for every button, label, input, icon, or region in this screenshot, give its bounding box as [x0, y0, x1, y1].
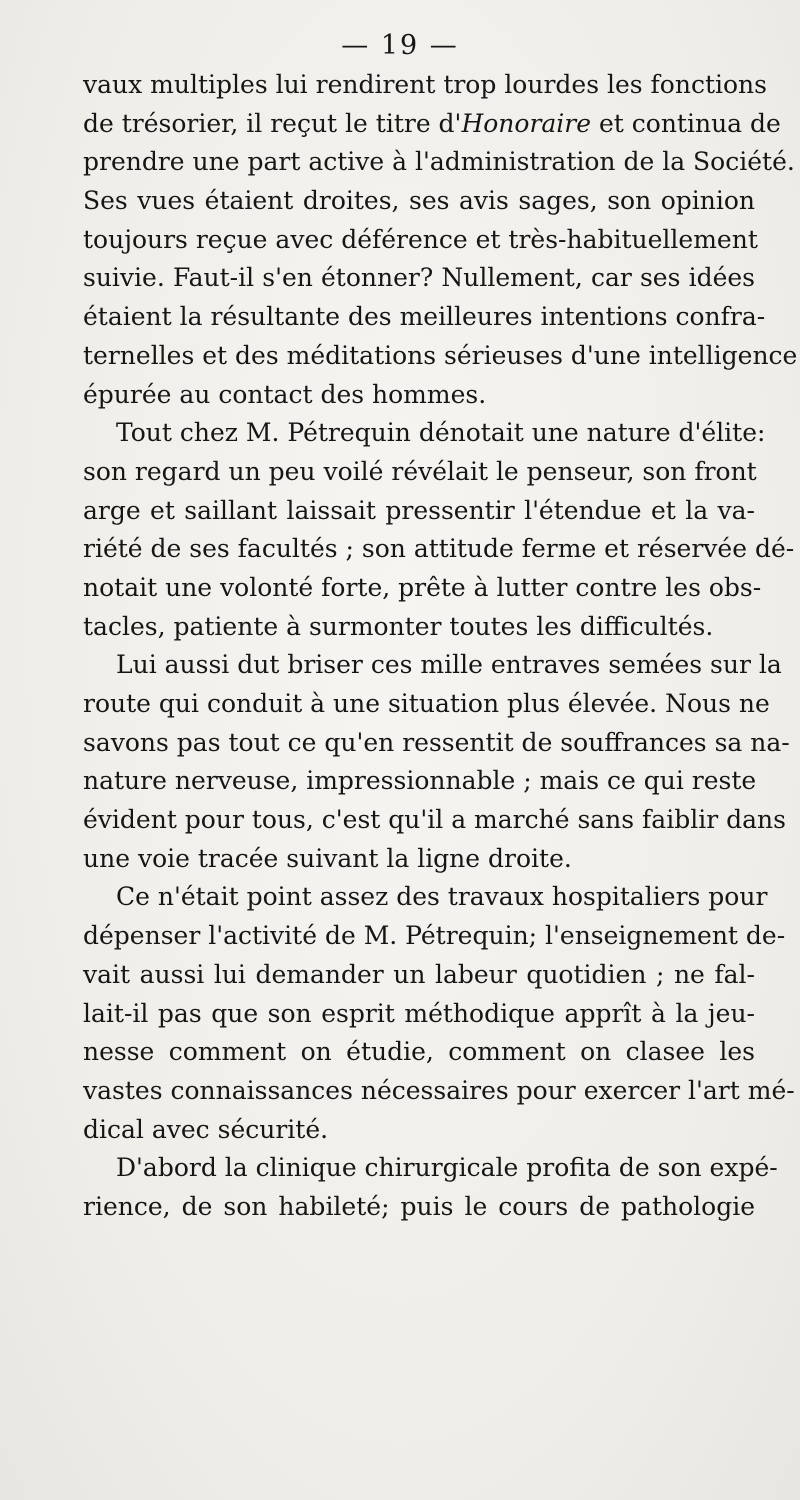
body-text: [83, 66, 798, 1227]
text-line: lait-il pas que son esprit méthodique apprît à la jeu-: [83, 998, 755, 1028]
text-line: prendre une part active à l'administration de la Société.: [83, 147, 795, 177]
text-line: tacles, patiente à surmonter toutes les difficultés.: [83, 611, 714, 641]
text-line: étaient la résultante des meilleures intentions confra-: [83, 302, 766, 332]
text-line: nature nerveuse, impressionnable ; mais ce qui reste: [83, 766, 757, 796]
text-line: épurée au contact des hommes.: [83, 379, 487, 409]
text-line: vait aussi lui demander un labeur quotidien ; ne fal-: [83, 959, 755, 989]
text-line: dical avec sécurité.: [83, 1114, 329, 1144]
paragraph-start: Tout chez M. Pétrequin dénotait une nature d'élite:: [116, 418, 766, 448]
paragraph-start: D'abord la clinique chirurgicale profita de son expé-: [116, 1153, 778, 1183]
text-line: Ses vues étaient droites, ses avis sages, son opinion: [83, 186, 755, 216]
text-line: rience, de son habileté; puis le cours de pathologie: [83, 1191, 755, 1221]
text-line: vastes connaissances nécessaires pour exercer l'art mé-: [83, 1075, 795, 1105]
text-line: riété de ses facultés ; son attitude ferme et réservée dé-: [83, 534, 795, 564]
text-line: arge et saillant laissait pressentir l'étendue et la va-: [83, 495, 755, 525]
text-fragment: de trésorier, il reçut le titre d': [83, 108, 462, 138]
page-number: — 19 —: [341, 30, 459, 61]
text-line: toujours reçue avec déférence et très-habituellement: [83, 224, 758, 254]
text-line: évident pour tous, c'est qu'il a marché sans faiblir dans: [83, 805, 786, 835]
paragraph-start: Lui aussi dut briser ces mille entraves semées sur la: [116, 650, 782, 680]
text-line: notait une volonté forte, prête à lutter contre les obs-: [83, 572, 762, 602]
text-line: [83, 105, 781, 144]
text-line: savons pas tout ce qu'en ressentit de souffrances sa na-: [83, 727, 790, 757]
text-fragment: et continua de: [591, 108, 781, 138]
text-line: suivie. Faut-il s'en étonner? Nullement, car ses idées: [83, 263, 755, 293]
text-line: route qui conduit à une situation plus élevée. Nous ne: [83, 689, 770, 718]
text-line: vaux multiples lui rendirent trop lourdes les fonctions: [83, 70, 767, 99]
paragraph-start: Ce n'était point assez des travaux hospitaliers pour: [116, 882, 768, 912]
text-line: une voie tracée suivant la ligne droite.: [83, 843, 572, 873]
text-line: son regard un peu voilé révélait le penseur, son front: [83, 456, 757, 486]
text-line: nesse comment on étudie, comment on clasee les: [83, 1037, 755, 1067]
text-line: dépenser l'activité de M. Pétrequin; l'enseignement de-: [83, 921, 786, 951]
italic-term: Honoraire: [461, 108, 592, 138]
text-line: ternelles et des méditations sérieuses d'une intelligence: [83, 340, 798, 370]
